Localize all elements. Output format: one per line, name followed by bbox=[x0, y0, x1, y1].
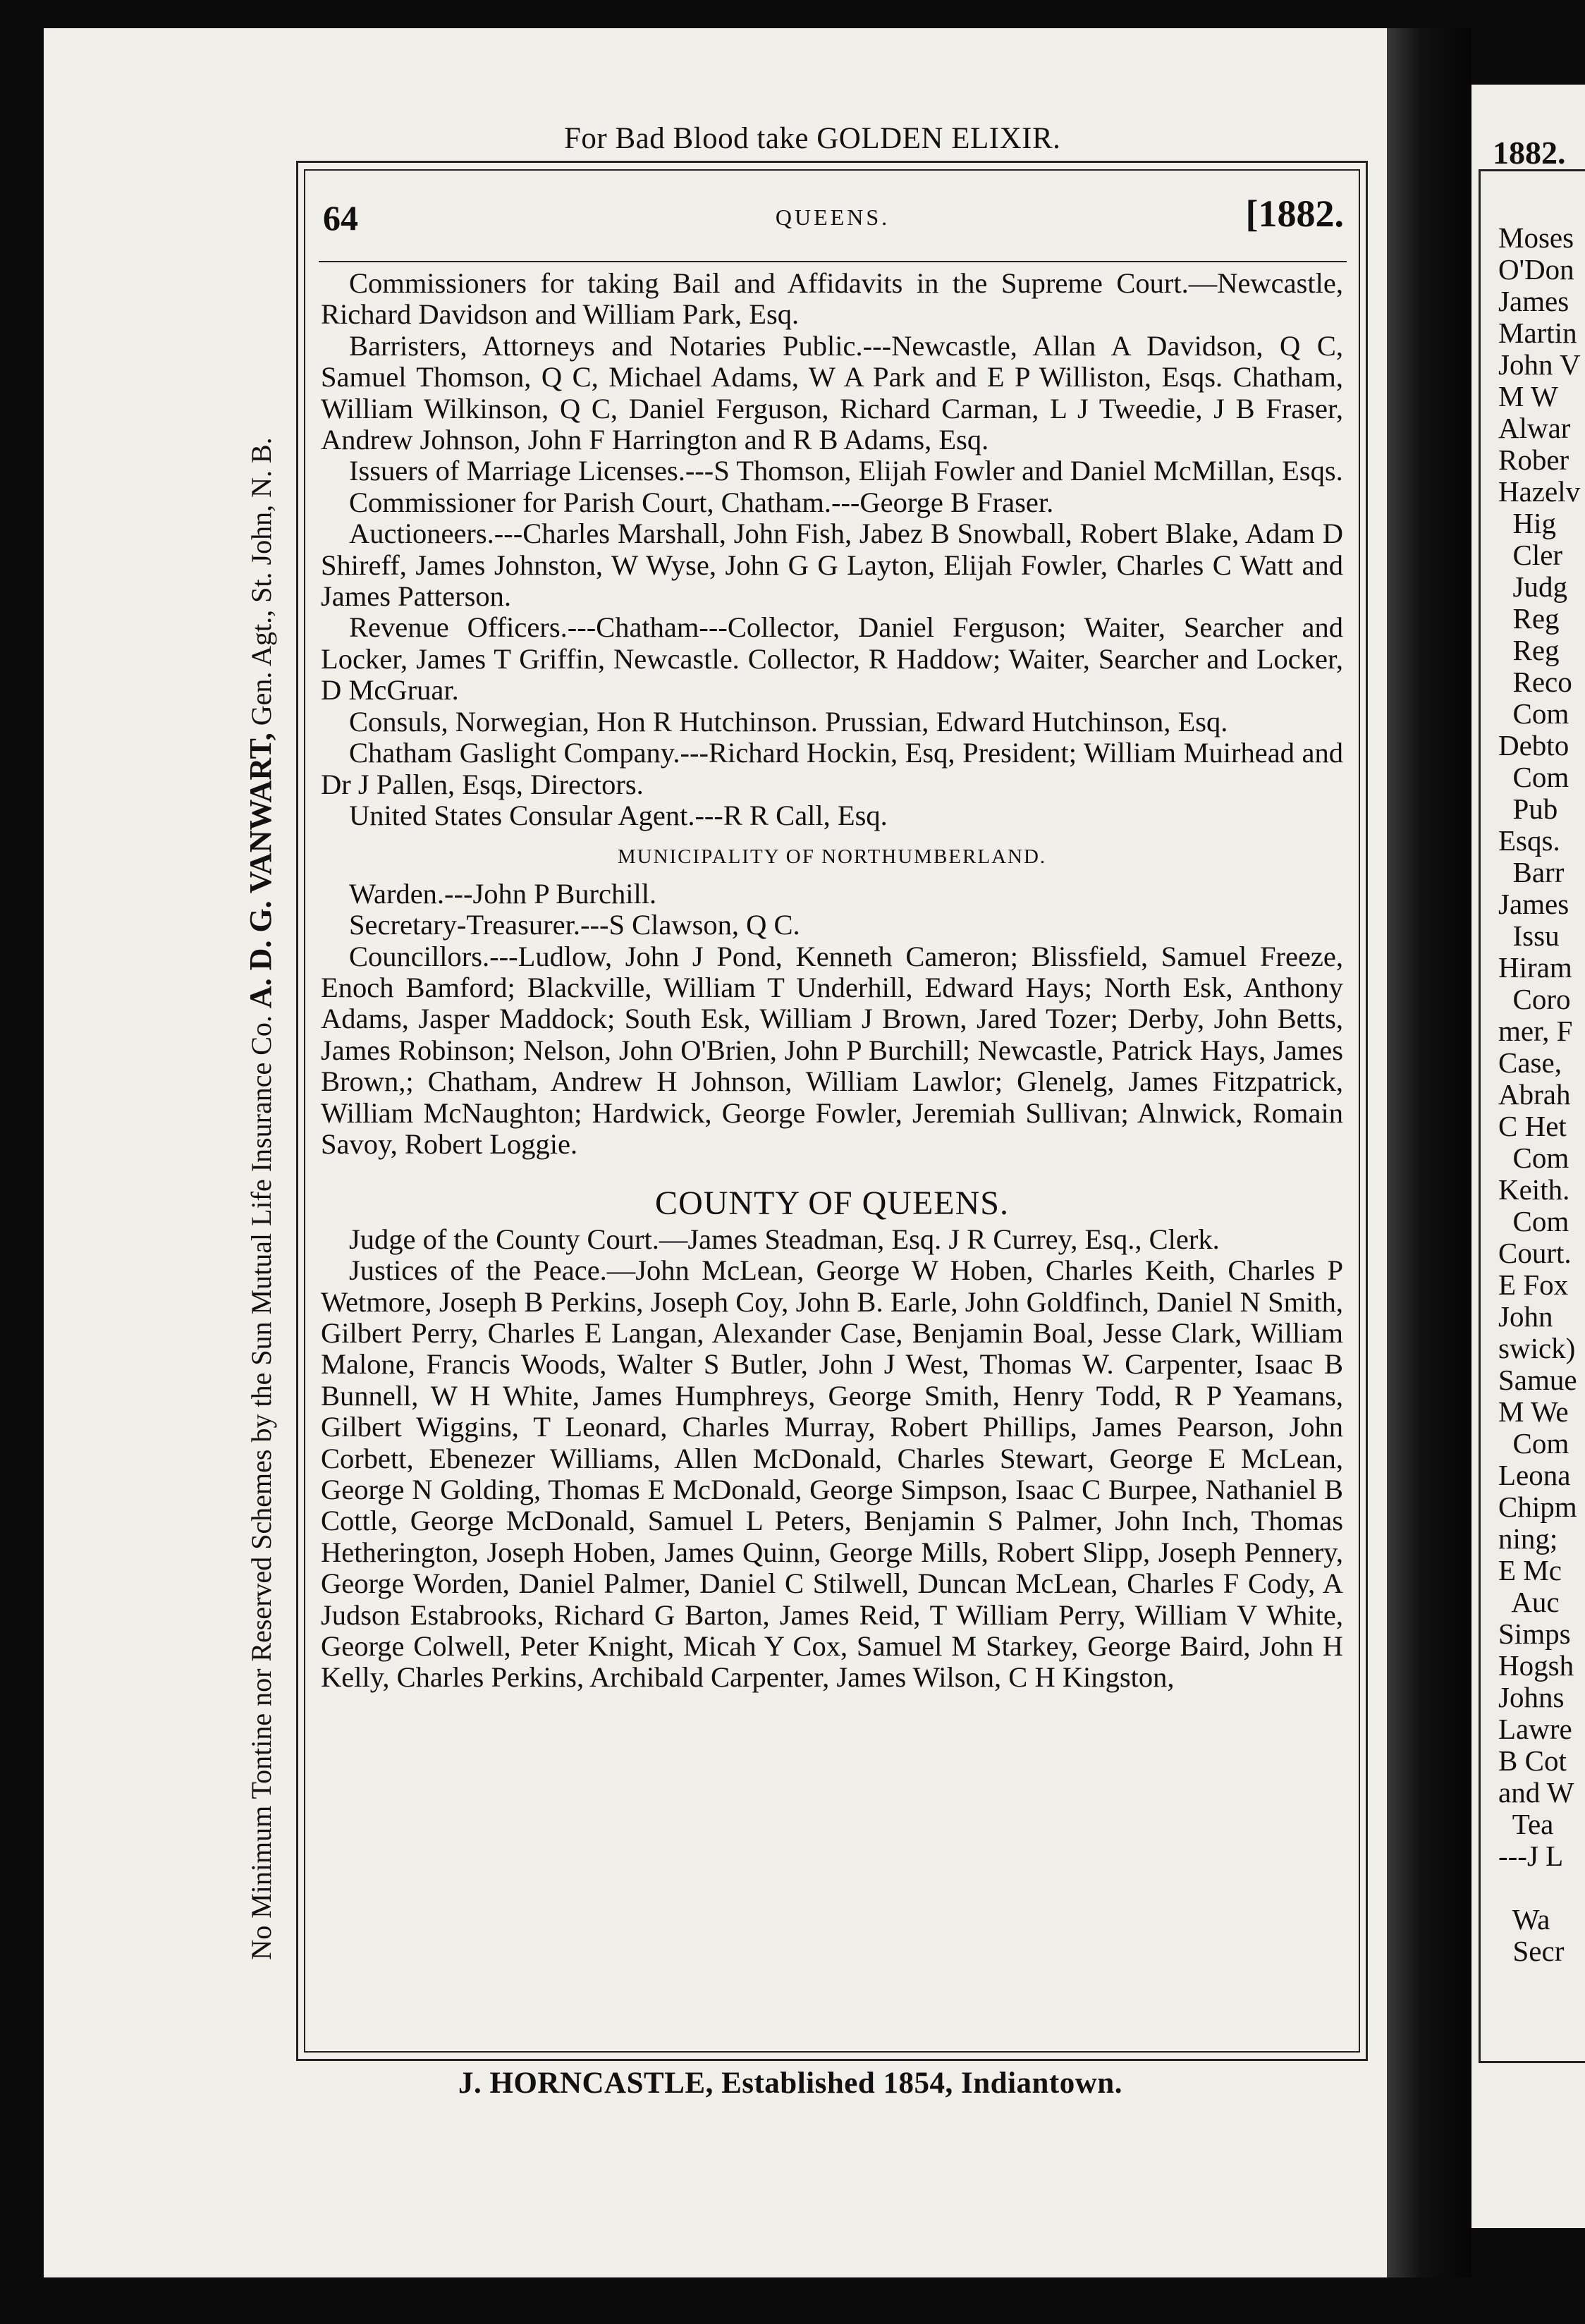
right-page bbox=[1471, 85, 1585, 2228]
paragraph: Commissioner for Parish Court, Chatham.---George B Fraser. bbox=[349, 486, 1054, 518]
top-advertisement: For Bad Blood take GOLDEN ELIXIR. bbox=[564, 122, 1061, 155]
paragraph: Commissioners for taking Bail and Affidavits in the Supreme Court.—Newcastle, Richard Davidson and William Park, Esq. bbox=[321, 267, 1343, 331]
side-ad-prefix: No Minimum Tontine nor Reserved Schemes by the Sun Mutual Life Insurance Co. bbox=[245, 1015, 277, 1960]
header-year: [1882. bbox=[1245, 192, 1344, 235]
paragraph: Issuers of Marriage Licenses.---S Thomson, Elijah Fowler and Daniel McMillan, Esqs. bbox=[349, 455, 1343, 487]
paragraph: Warden.---John P Burchill. bbox=[349, 877, 657, 910]
page-header bbox=[319, 192, 1347, 241]
paragraph: Revenue Officers.---Chatham---Collector, Daniel Ferguson; Waiter, Searcher and Locker, James T Griffin, Newcastle. Collector, R Haddow; Waiter, Searcher and Locker, D McGruar. bbox=[321, 611, 1343, 707]
paragraph: Judge of the County Court.—James Steadman, Esq. J R Currey, Esq., Clerk. bbox=[349, 1223, 1220, 1255]
page-body bbox=[321, 268, 1343, 1694]
paragraph: Chatham Gaslight Company.---Richard Hockin, Esq, President; William Muirhead and Dr J Pallen, Esqs, Directors. bbox=[321, 737, 1343, 800]
paragraph: Councillors.---Ludlow, John J Pond, Kenneth Cameron; Blissfield, Samuel Freeze, Enoch Bamford; Blackville, William T Underhill, Edward Hays; North Esk, Anthony Adams, Jasper Maddock; South Esk, William J Brown, Jared Tozer; Derby, John Betts, James Robinson; Nelson, John O'Brien, John P Burchill; Newcastle, Patrick Hays, James Brown,; Chatham, Andrew H Johnson, William Lawlor; Glenelg, James Fitzpatrick, William McNaughton; Hardwick, George Fowler, Jeremiah Sullivan; Alnwick, Romain Savoy, Robert Loggie. bbox=[321, 940, 1343, 1160]
county-heading: COUNTY OF QUEENS. bbox=[655, 1185, 1009, 1223]
right-page-header: 1882. bbox=[1493, 135, 1566, 171]
page-number: 64 bbox=[323, 198, 358, 238]
paragraph: Secretary-Treasurer.---S Clawson, Q C. bbox=[349, 909, 800, 941]
paragraph: Consuls, Norwegian, Hon R Hutchinson. Prussian, Edward Hutchinson, Esq. bbox=[349, 705, 1228, 738]
paragraph: Justices of the Peace.—John McLean, George W Hoben, Charles Keith, Charles P Wetmore, Joseph B Perkins, Joseph Coy, John B. Earle, John Goldfinch, Daniel N Smith, Gilbert Perry, Charles E Langan, Alexander Case, Benjamin Boal, Jesse Clark, William Malone, Francis Woods, Walter S Butler, John J West, Thomas W. Carpenter, Isaac B Bunnell, W H White, James Humphreys, George Smith, Henry Todd, R P Yeamans, Gilbert Wiggins, T Leonard, Charles Murray, Robert Phillips, James Pearson, John Corbett, Ebenezer Williams, Allen McDonald, Charles Stewart, George E McLean, George N Golding, Thomas E McDonald, George Simpson, Isaac C Burpee, Nathaniel B Cottle, George McDonald, Samuel L Peters, Benjamin S Palmer, John Inch, Thomas Hetherington, Joseph Hoben, James Quinn, George Mills, Robert Slipp, Joseph Pennery, George Worden, Daniel Palmer, Daniel C Stilwell, Duncan McLean, Charles F Cody, A Judson Estabrooks, Richard G Barton, James Reid, T William Perry, William V White, George Colwell, Peter Knight, Micah Y Cox, Samuel M Starkey, George Baird, John H Kelly, Charles Perkins, Archibald Carpenter, James Wilson, C H Kingston, bbox=[321, 1254, 1343, 1694]
side-ad-name: A. D. G. VANWART, bbox=[243, 733, 278, 1009]
header-rule bbox=[319, 261, 1347, 262]
book-spine bbox=[1387, 28, 1471, 2277]
paragraph: Barristers, Attorneys and Notaries Public.---Newcastle, Allan A Davidson, Q C, Samuel Thomson, Q C, Michael Adams, W A Park and E P Williston, Esqs. Chatham, William Wilkinson, Q C, Daniel Ferguson, Richard Carman, L J Tweedie, J B Fraser, Andrew Johnson, John F Harrington and R B Adams, Esq. bbox=[321, 329, 1343, 456]
paragraph: Auctioneers.---Charles Marshall, John Fish, Jabez B Snowball, Robert Blake, Adam D Shireff, James Johnston, W Wyse, John G G Layton, Elijah Fowler, Charles C Watt and James Patterson. bbox=[321, 518, 1343, 613]
running-title: QUEENS. bbox=[775, 204, 891, 230]
paragraph: United States Consular Agent.---R R Call, Esq. bbox=[349, 799, 888, 831]
right-page-text: Moses O'Don James Martin John V M W Alwar Rober Hazelv Hig Cler Judg Reg Reg Reco Com Debto Com Pub Esqs. Barr James Issu Hiram Coro mer, F Case, Abrah C Het Com Keith. Com Court. E Fox John swick) Samue M We Com Leona Chipm ning; E Mc Auc Simps Hogsh Johns Lawre B Cot and W Tea ---J L Wa Secr bbox=[1498, 221, 1581, 1967]
municipality-heading: MUNICIPALITY OF NORTHUMBERLAND. bbox=[617, 845, 1047, 869]
side-ad-suffix: Gen. Agt., St. John, N. B. bbox=[245, 437, 277, 726]
bottom-advertisement: J. HORNCASTLE, Established 1854, Indiantown. bbox=[458, 2067, 1122, 2100]
side-advertisement bbox=[240, 282, 282, 2115]
